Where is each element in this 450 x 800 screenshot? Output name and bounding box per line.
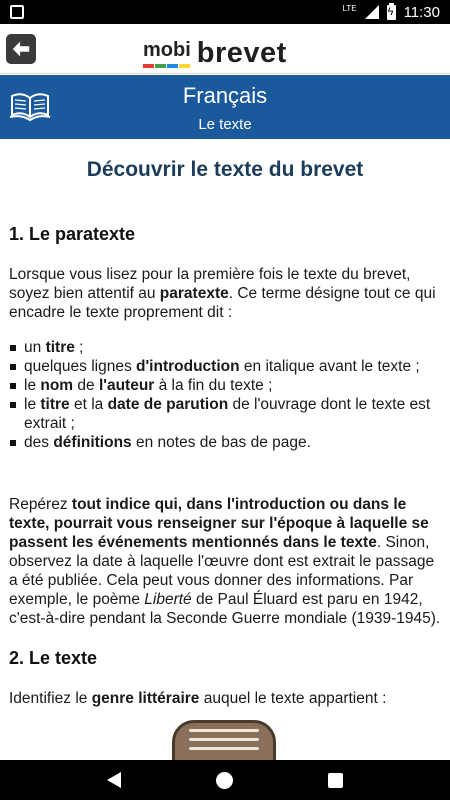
paragraph-indices [9,495,441,628]
text-run: . Sinon, observez la date à laquelle l'œuvre dont est extrait le passage a été publiée. Cela peut vous donner des informations. Par exemple, le poème [9,534,435,608]
paragraph-genre [9,689,441,708]
text-run: de l'ouvrage dont le texte est extrait ; [24,396,431,432]
bold-term: titre [45,339,75,356]
text-run: ; [74,339,84,356]
list-item [9,395,441,433]
paragraph-intro [9,265,441,322]
text-run: le [24,377,41,394]
app-header [0,24,450,74]
text-run: en italique avant le texte ; [239,358,420,375]
bold-term: nom [40,377,74,394]
bold-term: d'introduction [136,358,240,375]
signal-icon [365,5,379,19]
logo-bar [143,64,154,68]
list-item [9,338,441,357]
back-button[interactable] [6,34,36,64]
text-run: quelques lignes [24,358,137,375]
arrow-left-icon [10,38,32,60]
text-run: Identifiez le [9,690,92,707]
open-book-icon[interactable] [9,90,51,122]
section-heading-paratexte: 1. Le paratexte [9,224,136,244]
bold-term: définitions [53,434,132,451]
network-type: LTE [342,3,357,13]
status-right [342,0,440,24]
handle-grip [189,747,259,750]
handle-grip [189,738,259,741]
text-run: Lorsque vous lisez pour la première fois le texte du brevet, soyez bien attentif au [9,266,411,302]
logo-mobi: mobi [143,39,191,61]
logo-bar [167,64,178,68]
bold-term: paratexte [159,285,229,302]
text-run: . Ce terme désigne tout ce qui encadre le texte proprement dit : [9,285,436,321]
lesson-content[interactable] [0,139,450,760]
clock: 11:30 [403,3,440,21]
text-run: auquel le texte appartient : [199,690,387,707]
paratexte-list [9,338,441,452]
list-item [9,433,441,452]
bold-term: titre [40,396,70,413]
list-item [9,376,441,395]
text-run: de Paul Éluard est paru en 1942, c'est-à-dire pendant la Seconde Guerre mondiale (1939-1945). [9,591,441,627]
nav-back-icon[interactable] [107,772,121,788]
bold-term: date de parution [107,396,229,413]
nav-recents-icon[interactable] [328,773,343,788]
text-run: à la fin du texte ; [154,377,273,394]
battery-icon [387,5,396,20]
page-title: Découvrir le texte du brevet [86,158,364,181]
section-heading-texte: 2. Le texte [9,648,98,668]
logo-brevet: brevet [196,37,287,69]
list-item [9,357,441,376]
system-nav-bar [0,760,450,800]
subject-title: Français [182,83,268,108]
text-run: des [24,434,54,451]
text-run: et la [69,396,108,413]
text-run: le [24,396,41,413]
bold-term: genre littéraire [91,690,200,707]
bold-term: l'auteur [98,377,155,394]
text-run: un [24,339,46,356]
text-run: en notes de bas de page. [131,434,311,451]
handle-grip [189,729,259,732]
bold-term: tout indice qui, dans l'introduction ou dans le texte, pourrait vous renseigner sur l'époque à laquelle se passent les événements mentionnés dans le texte [9,496,429,551]
nav-home-icon[interactable] [216,772,233,789]
text-run: Repérez [9,496,72,513]
italic-title: Liberté [144,591,192,608]
notification-icon [10,5,24,19]
subject-subtitle: Le texte [198,116,252,133]
app-logo [143,34,287,68]
logo-bar [179,64,190,68]
status-bar [0,0,450,24]
logo-bar [155,64,166,68]
text-run: de [73,377,99,394]
subject-bar [0,75,450,139]
logo-color-bars [143,64,190,68]
